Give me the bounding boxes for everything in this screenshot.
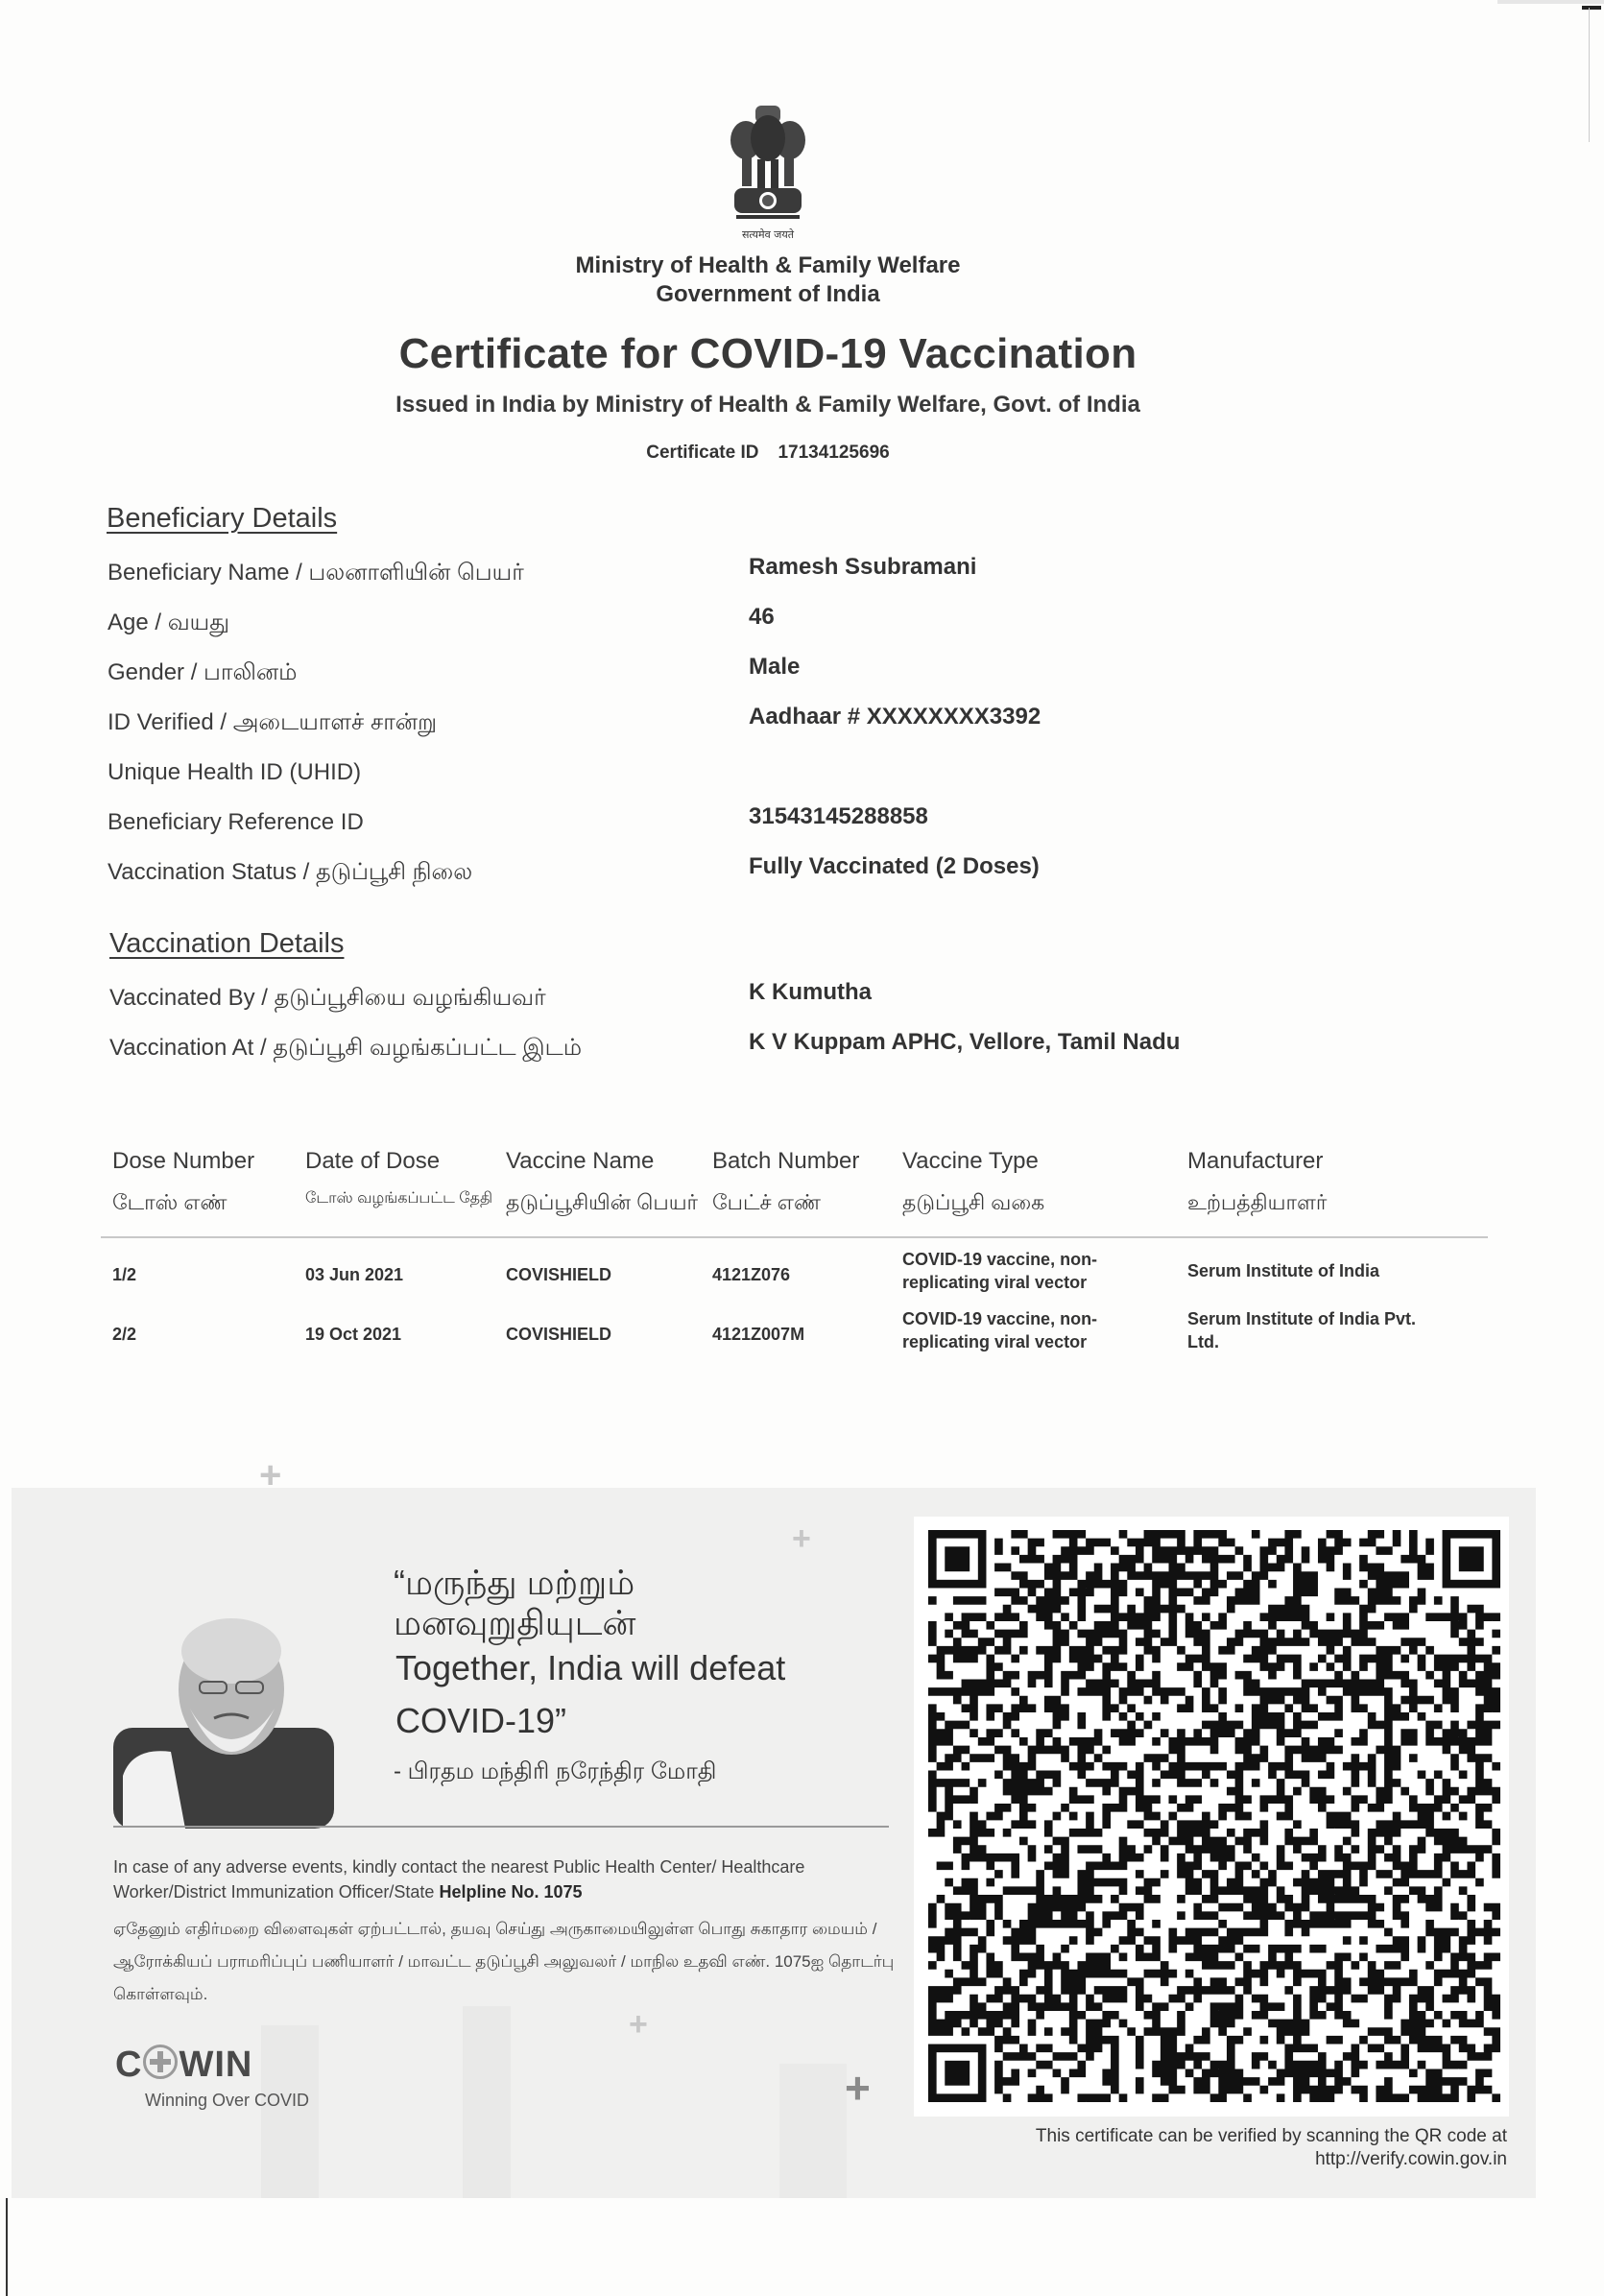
table-cell: Serum Institute of India Pvt. Ltd. xyxy=(1187,1309,1417,1351)
beneficiary-field-value: Aadhaar # XXXXXXXX3392 xyxy=(749,704,1041,729)
table-cell: COVID-19 vaccine, non-replicating viral vector xyxy=(902,1250,1098,1292)
table-header: Batch Number xyxy=(712,1148,860,1174)
table-cell: Serum Institute of India xyxy=(1187,1261,1380,1280)
beneficiary-section-title: Beneficiary Details xyxy=(107,503,338,534)
verify-note xyxy=(864,2125,1507,2171)
table-header-tamil: பேட்ச் எண் xyxy=(712,1190,821,1214)
qr-finder-pattern xyxy=(928,2045,986,2102)
qr-code-image xyxy=(928,1530,1500,2102)
beneficiary-field-label: Unique Health ID (UHID) xyxy=(108,759,362,785)
quote-tamil xyxy=(394,1563,635,1643)
qr-finder-pattern xyxy=(1443,1530,1500,1588)
table-header: Dose Number xyxy=(112,1148,255,1174)
beneficiary-field-value: Male xyxy=(749,654,801,680)
cowin-plus-icon xyxy=(143,2045,178,2079)
table-cell: 4121Z076 xyxy=(712,1265,791,1284)
beneficiary-field-label: Vaccination Status / தடுப்பூசி நிலை xyxy=(108,859,473,885)
qr-modules xyxy=(928,1530,1500,2102)
scan-edge-line xyxy=(1589,8,1590,142)
quote-tamil-line: மனவுறுதியுடன் xyxy=(394,1603,636,1642)
table-cell: 2/2 xyxy=(112,1325,137,1344)
background-figure xyxy=(261,2025,319,2198)
verify-url[interactable]: http://verify.cowin.gov.in xyxy=(1315,2149,1507,2169)
cowin-logo-c: C xyxy=(115,2045,143,2085)
vaccination-field-value: K V Kuppam APHC, Vellore, Tamil Nadu xyxy=(749,1029,1181,1055)
plus-icon: + xyxy=(629,2006,648,2043)
table-header-tamil: உற்பத்தியாளர் xyxy=(1187,1190,1328,1214)
quote-divider xyxy=(113,1826,889,1828)
beneficiary-field-value: 46 xyxy=(749,604,775,630)
table-header: Vaccine Type xyxy=(902,1148,1039,1174)
beneficiary-field-label: Age / வயது xyxy=(108,610,230,635)
table-header: Vaccine Name xyxy=(506,1148,655,1174)
certificate-id xyxy=(0,442,1536,464)
certificate-subtitle: Issued in India by Ministry of Health & Family Welfare, Govt. of India xyxy=(395,392,1140,418)
scan-edge-line xyxy=(6,2198,8,2296)
adverse-events-text: In case of any adverse events, kindly contact the nearest Public Health Center/ Healthcare Worker/District Immunization Officer/State xyxy=(113,1857,805,1901)
table-cell: COVISHIELD xyxy=(506,1325,612,1344)
table-header: Date of Dose xyxy=(305,1148,441,1174)
beneficiary-field-label: Beneficiary Reference ID xyxy=(108,809,364,835)
cowin-logo-text: WIN xyxy=(179,2045,253,2085)
background-figure xyxy=(779,2064,847,2198)
plus-icon: + xyxy=(792,1520,811,1557)
helpline-number: Helpline No. 1075 xyxy=(439,1882,583,1901)
beneficiary-field-value: Fully Vaccinated (2 Doses) xyxy=(749,853,1040,879)
ministry-name xyxy=(0,251,1536,309)
beneficiary-field-label: Gender / பாலினம் xyxy=(108,659,298,685)
beneficiary-field-value: 31543145288858 xyxy=(749,803,928,829)
beneficiary-field-label: ID Verified / அடையாளச் சான்று xyxy=(108,709,438,735)
table-cell: 1/2 xyxy=(112,1265,137,1284)
certificate-id-value: 17134125696 xyxy=(778,442,890,463)
verify-text: This certificate can be verified by scanning the QR code at xyxy=(1035,2126,1507,2146)
table-cell: 19 Oct 2021 xyxy=(305,1325,402,1344)
ministry-line: Ministry of Health & Family Welfare xyxy=(575,252,961,278)
table-header-tamil: தடுப்பூசியின் பெயர் xyxy=(506,1190,699,1214)
quote-tamil-line: “மருந்து மற்றும் xyxy=(394,1563,635,1602)
emblem-motto: सत्यमेव जयते xyxy=(741,228,795,241)
table-header-tamil: டோஸ் எண் xyxy=(112,1190,227,1214)
table-divider xyxy=(101,1236,1488,1238)
background-figure xyxy=(463,2006,511,2198)
government-line: Government of India xyxy=(656,281,880,307)
table-cell: 4121Z007M xyxy=(712,1325,805,1344)
qr-finder-pattern xyxy=(928,1530,986,1588)
adverse-events-note xyxy=(113,1854,900,1904)
national-emblem-icon xyxy=(725,102,811,244)
plus-icon: + xyxy=(845,2063,871,2113)
adverse-events-note-tamil: ஏதேனும் எதிர்மறை விளைவுகள் ஏற்பட்டால், தயவு செய்து அருகாமையிலுள்ள பொது சுகாதார மையம் / ஆரோக்கியப் பராமரிப்புப் பணியாளர் / மாவட்ட தடுப்பூசி அலுவலர் / மாநில உதவி எண். 1075ஐ தொடர்பு கொள்ளவும். xyxy=(113,1920,895,2003)
beneficiary-field-label: Beneficiary Name / பலனாளியின் பெயர் xyxy=(108,560,524,586)
table-header: Manufacturer xyxy=(1187,1148,1324,1174)
plus-icon: + xyxy=(259,1454,282,1496)
table-header-tamil: டோஸ் வழங்கப்பட்ட தேதி xyxy=(305,1190,493,1207)
cowin-logo xyxy=(115,2045,252,2086)
table-cell: 03 Jun 2021 xyxy=(305,1265,404,1284)
scan-mark xyxy=(1582,6,1601,10)
table-cell: COVID-19 vaccine, non-replicating viral vector xyxy=(902,1309,1098,1351)
vaccination-field-label: Vaccinated By / தடுப்பூசியை வழங்கியவர் xyxy=(109,985,546,1011)
table-cell: COVISHIELD xyxy=(506,1265,612,1284)
certificate-title: Certificate for COVID-19 Vaccination xyxy=(398,330,1137,377)
table-header-tamil: தடுப்பூசி வகை xyxy=(902,1190,1045,1214)
cowin-tagline: Winning Over COVID xyxy=(145,2091,310,2110)
beneficiary-field-value: Ramesh Ssubramani xyxy=(749,554,977,580)
qr-code[interactable] xyxy=(928,1530,1500,2102)
quote-english xyxy=(395,1641,785,1747)
prime-minister-portrait xyxy=(113,1593,348,1829)
quote-english-line: COVID-19” xyxy=(395,1701,567,1740)
certificate-id-label: Certificate ID xyxy=(646,442,759,463)
quote-english-line: Together, India will defeat xyxy=(395,1648,786,1687)
vaccination-field-value: K Kumutha xyxy=(749,979,872,1005)
vaccination-field-label: Vaccination At / தடுப்பூசி வழங்கப்பட்ட இடம் xyxy=(109,1035,582,1061)
quote-attribution: - பிரதம மந்திரி நரேந்திர மோதி xyxy=(394,1758,717,1784)
vaccination-section-title: Vaccination Details xyxy=(109,928,345,959)
scan-edge xyxy=(1497,0,1604,4)
